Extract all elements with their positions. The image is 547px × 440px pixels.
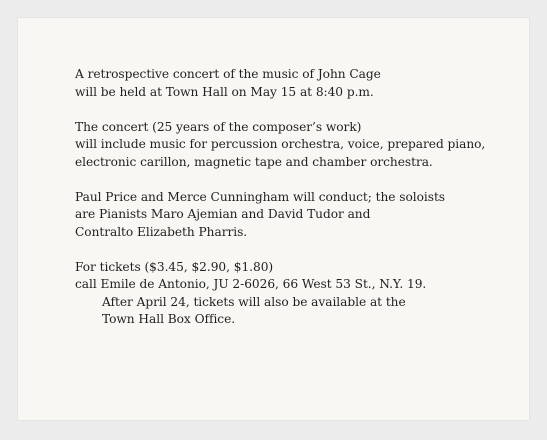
text-line: Paul Price and Merce Cunningham will conduct; the soloists — [75, 189, 445, 204]
text-line: will include music for percussion orchestra, voice, prepared piano, — [75, 137, 486, 151]
text-line: are Pianists Maro Ajemian and David Tudor and — [75, 207, 371, 221]
paragraph-performers — [75, 189, 530, 242]
text-line: Contralto Elizabeth Pharris. — [75, 224, 248, 239]
text-line: A retrospective concert of the music of John Cage — [75, 67, 381, 81]
text-line: For tickets ($3.45, $2.90, $1.80) — [75, 259, 274, 274]
text-line: The concert (25 years of the composer’s work) — [75, 119, 362, 134]
indented-text-line: After April 24, tickets will also be available at the — [102, 294, 406, 309]
paragraph-tickets — [75, 259, 530, 329]
announcement-text — [75, 66, 530, 346]
text-line: call Emile de Antonio, JU 2-6026, 66 West 53 St., N.Y. 19. — [75, 277, 427, 291]
paragraph-program — [75, 119, 530, 172]
text-line: will be held at Town Hall on May 15 at 8:40 p.m. — [75, 84, 374, 99]
indented-text-line: Town Hall Box Office. — [102, 312, 236, 326]
paragraph-concert-announcement — [75, 66, 530, 101]
text-line: electronic carillon, magnetic tape and chamber orchestra. — [75, 154, 433, 169]
